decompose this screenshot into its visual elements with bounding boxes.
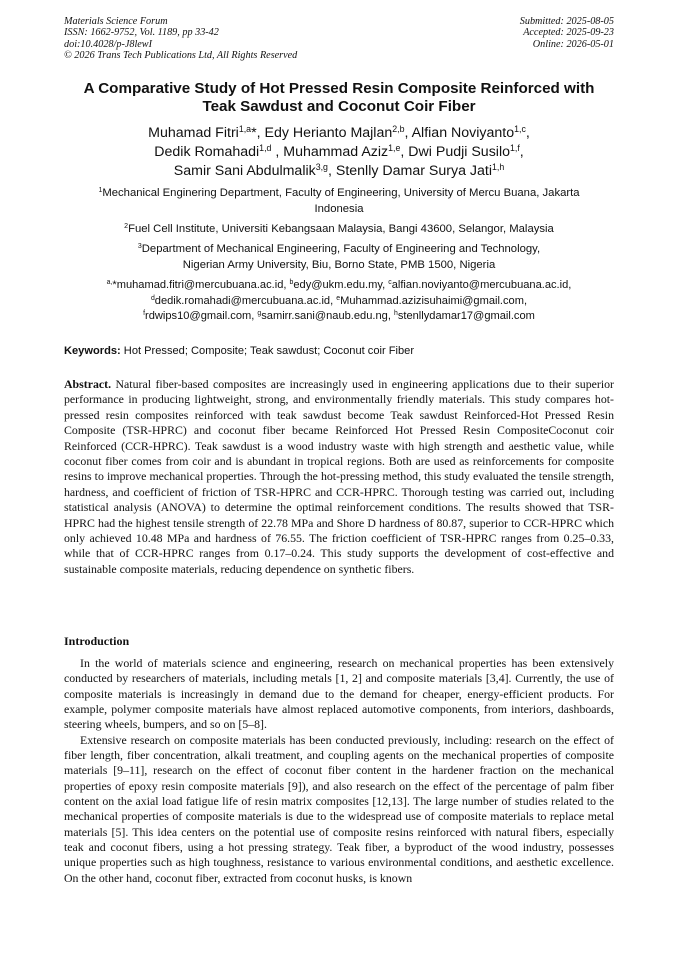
author-list: [40, 124, 638, 182]
email-sup: e: [336, 294, 341, 302]
paper-title: [40, 80, 638, 116]
email-link[interactable]: rdwips10@gmail.com,: [145, 310, 258, 323]
affiliation-sup: 2: [124, 223, 129, 231]
affiliation-line: Indonesia: [314, 202, 364, 215]
author-sup: 2,b: [392, 124, 405, 135]
affiliation-sup: 3: [137, 243, 142, 251]
author-sup: 1,a: [238, 124, 252, 135]
author-sup: 1,c: [514, 124, 526, 135]
author-sup: 1,h: [491, 162, 505, 173]
author-name: Edy Herianto Majlan: [264, 125, 393, 141]
submitted-date: Submitted: 2025-08-05: [519, 16, 614, 27]
email-link[interactable]: stenllydamar17@gmail.com: [397, 310, 535, 323]
email-line-3: [40, 309, 638, 325]
email-sup: f: [143, 310, 146, 318]
affiliation-line: [56, 242, 622, 258]
email-link[interactable]: Muhammad.azizisuhaimi@gmail.com,: [340, 294, 528, 307]
keywords-label: Keywords:: [64, 345, 121, 357]
affiliation-line: [56, 186, 622, 202]
author-sup: 3,g: [315, 162, 328, 173]
author-name: Stenlly Damar Surya Jati: [335, 163, 492, 180]
author-name: Muhammad Aziz: [283, 144, 389, 161]
email-sup: a,: [106, 279, 113, 287]
keywords-text: Hot Pressed; Composite; Teak sawdust; Coconut coir Fiber: [120, 345, 415, 357]
doi-line[interactable]: doi:10.4028/p-J8lewI: [64, 38, 152, 50]
author-line-1: [40, 124, 638, 143]
affiliation-text: Mechanical Enginering Department, Faculty of Engineering, University of Mercu Buana, Jakarta: [102, 187, 580, 199]
email-link[interactable]: dedik.romahadi@mercubuana.ac.id,: [154, 294, 337, 307]
title-line-1: A Comparative Study of Hot Pressed Resin Composite Reinforced with: [83, 80, 595, 97]
affiliation-line: [56, 222, 622, 238]
title-line-2: Teak Sawdust and Coconut Coir Fiber: [202, 98, 476, 115]
affiliation-3: [56, 242, 622, 273]
email-link[interactable]: edy@ukm.edu.my,: [293, 279, 389, 291]
introduction-paragraph: Extensive research on composite materials has been conducted previously, including: research on the effect of fiber length, fiber concentration, alkali treatment, and coupling agents on the mechanical properties of composite materials [9–11], research on the effect of coconut fiber content in the hardener fraction on the mechanical properties of epoxy resin composite materials [9]), and also research on the effect of the percentage of palm fiber content on the axial load fatigue life of resin matrix composites [12,13]. The large number of studies related to the mechanical properties of composite materials is due to the widespread use of composite materials to replace metal materials [5]. This idea centers on the potential use of composite resins reinforced with natural fibers, especially teak and coconut fibers, using a hot pressing strategy. Teak fiber, a byproduct of the wood industry, possesses unique properties such as high toughness, resistance to various environmental conditions, and aesthetic excellence. On the other hand, coconut fiber, extracted from coconut husks, is known: [64, 732, 614, 885]
author-sep: ,: [519, 144, 524, 161]
email-list: [40, 278, 638, 325]
issn-line: ISSN: 1662-9752, Vol. 1189, pp 33-42: [64, 27, 219, 39]
email-link[interactable]: alfian.noviyanto@mercubuana.ac.id,: [391, 279, 572, 291]
affiliation-sup: 1: [98, 187, 103, 195]
author-sup: 1,f: [509, 143, 520, 154]
author-line-3: [40, 162, 638, 181]
author-sep: ,: [327, 163, 332, 180]
introduction-paragraph: In the world of materials science and engineering, research on mechanical properties has been extensively conducted by researchers of materials, including metals [1, 2] and composite materials [3,4]. Currently, the use of composite materials is increasingly in demand due to the demand for cheaper, energy-efficient products. For example, polymer composite materials have almost replaced automotive components, from interiors, dashboards, steering wheels, bumpers, and so on [5–8].: [64, 656, 614, 732]
author-name: Dwi Pudji Susilo: [408, 144, 510, 161]
author-name: Alfian Noviyanto: [411, 125, 515, 141]
author-name: Dedik Romahadi: [154, 144, 260, 161]
author-name: Samir Sani Abdulmalik: [173, 163, 316, 180]
email-sup: d: [150, 294, 155, 302]
email-sup: g: [257, 310, 262, 318]
abstract-text: Natural fiber-based composites are increasingly used in engineering applications due to their superior performance in producing lightweight, strong, and environmentally friendly materials. This study compares hot-pressed resin composites reinforced with teak sawdust become Teak sawdust Reinforced-Hot Pressed Resin Composite (TSR-HPRC) and coconut fiber became Reinforced Hot Pressed Resin CompositeCoconut coir Reinforced (CCR-HPRC). Teak sawdust is a wood industry waste with high strength and aesthetic value, while coconut fiber comes from coir and is abundant in tropical regions. Both are used as reinforcements for composite resins to improve mechanical properties. Through the hot-pressing method, this study evaluated the tensile strength, hardness, and coefficient of friction of TSR-HPRC and CCR-HPRC. Thorough testing was carried out, including statistical analysis (ANOVA) to determine the optimal reinforcement conditions. The results showed that TSR-HPRC had the highest tensile strength of 22.78 MPa and Shore D hardness of 80.87, superior to CCR-HPRC which only achieved 10.48 MPa and hardness of 76.55. The friction coefficient of TSR-HPRC ranges from 0.25–0.33, while that of CCR-HPRC ranges from 0.17–0.24. This study supports the development of cost-effective and sustainable composite materials, reducing dependence on synthetic fibers.: [64, 377, 614, 576]
author-sep: ,: [271, 144, 280, 161]
affiliation-2: [56, 222, 622, 238]
affiliation-line: Nigerian Army University, Biu, Borno State, PMB 1500, Nigeria: [182, 258, 496, 271]
email-sup: b: [289, 279, 294, 287]
email-link[interactable]: *muhamad.fitri@mercubuana.ac.id,: [112, 279, 290, 291]
abstract-label: Abstract.: [64, 377, 112, 391]
email-line-2: [40, 294, 638, 310]
copyright-line: © 2026 Trans Tech Publications Ltd, All Rights Reserved: [64, 49, 298, 61]
email-line-1: [40, 278, 638, 294]
author-sep: *,: [251, 125, 261, 141]
keywords: [64, 344, 614, 359]
dates-header: [520, 16, 614, 50]
accepted-date: Accepted: 2025-09-23: [523, 27, 614, 39]
abstract: [64, 377, 614, 577]
author-sup: 1,d: [259, 143, 272, 154]
introduction-body: [64, 656, 614, 886]
online-date: Online: 2026-05-01: [532, 38, 614, 50]
journal-name: Materials Science Forum: [64, 16, 168, 27]
email-sup: h: [394, 310, 398, 318]
email-sup: c: [388, 279, 392, 287]
author-sup: 1,e: [388, 143, 401, 154]
section-heading-introduction: Introduction: [64, 634, 130, 648]
affiliation-text: Fuel Cell Institute, Universiti Kebangsaan Malaysia, Bangi 43600, Selangor, Malaysia: [128, 223, 554, 235]
author-line-2: [40, 143, 638, 162]
author-sep: ,: [525, 125, 530, 141]
email-link[interactable]: samirr.sani@naub.edu.ng,: [261, 310, 394, 323]
affiliation-1: [56, 186, 622, 217]
journal-header: [64, 16, 297, 61]
author-sep: ,: [404, 125, 409, 141]
author-sep: ,: [400, 144, 405, 161]
author-name: Muhamad Fitri: [148, 125, 239, 141]
affiliation-text: Department of Mechanical Engineering, Faculty of Engineering and Technology,: [141, 243, 541, 255]
